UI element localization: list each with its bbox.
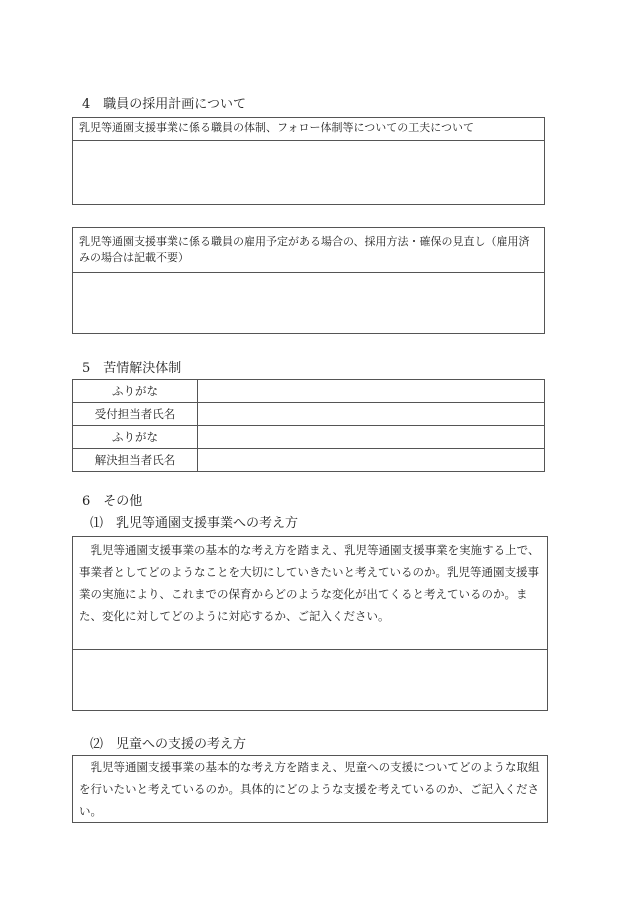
- recruitment-box: [72, 227, 545, 334]
- table-row: [73, 380, 545, 403]
- section4-heading: 4 職員の採用計画について: [82, 97, 247, 112]
- resolution-officer-input[interactable]: [198, 449, 545, 472]
- table-row: [73, 449, 545, 472]
- staff-system-input[interactable]: [73, 140, 544, 205]
- reception-officer-input[interactable]: [198, 403, 545, 426]
- staff-system-label: 乳児等通園支援事業に係る職員の体制、フォロー体制等についての工夫について: [79, 121, 475, 134]
- table-row: [73, 426, 545, 449]
- recruitment-label: 乳児等通園支援事業に係る職員の雇用予定がある場合の、採用方法・確保の見直し（雇用済みの場合は記載不要）: [79, 235, 530, 264]
- approach-instructions: 乳児等通園支援事業の基本的な考え方を踏まえ、乳児等通園支援事業を実施する上で、事業者としてどのようなことを大切にしていきたいと考えているのか。乳児等通園支援事業の実施により、これまでの保育からどのような変化が出てくると考えているのか。また、変化に対してどのように対応するか、ご記入ください。: [79, 543, 540, 623]
- approach-box: [72, 536, 548, 711]
- sub1-heading: ⑴ 乳児等通園支援事業への考え方: [90, 516, 299, 531]
- complaint-table: [72, 379, 545, 472]
- recruitment-input[interactable]: [73, 272, 544, 334]
- reception-officer-label: 受付担当者氏名: [73, 403, 198, 426]
- sub2-heading: ⑵ 児童への支援の考え方: [90, 737, 247, 752]
- section5-heading: 5 苦情解決体制: [82, 361, 182, 376]
- furigana-input-2[interactable]: [198, 426, 545, 449]
- furigana-input-1[interactable]: [198, 380, 545, 403]
- furigana-label-1: ふりがな: [73, 380, 198, 403]
- section6-heading: 6 その他: [82, 494, 143, 509]
- approach-input[interactable]: [73, 649, 547, 710]
- resolution-officer-label: 解決担当者氏名: [73, 449, 198, 472]
- child-support-instructions: 乳児等通園支援事業の基本的な考え方を踏まえ、児童への支援についてどのような取組を行いたいと考えているのか。具体的にどのような支援を考えているのか、ご記入ください。: [79, 760, 540, 818]
- staff-system-box: [72, 117, 545, 205]
- furigana-label-2: ふりがな: [73, 426, 198, 449]
- table-row: [73, 403, 545, 426]
- child-support-box: [72, 755, 548, 823]
